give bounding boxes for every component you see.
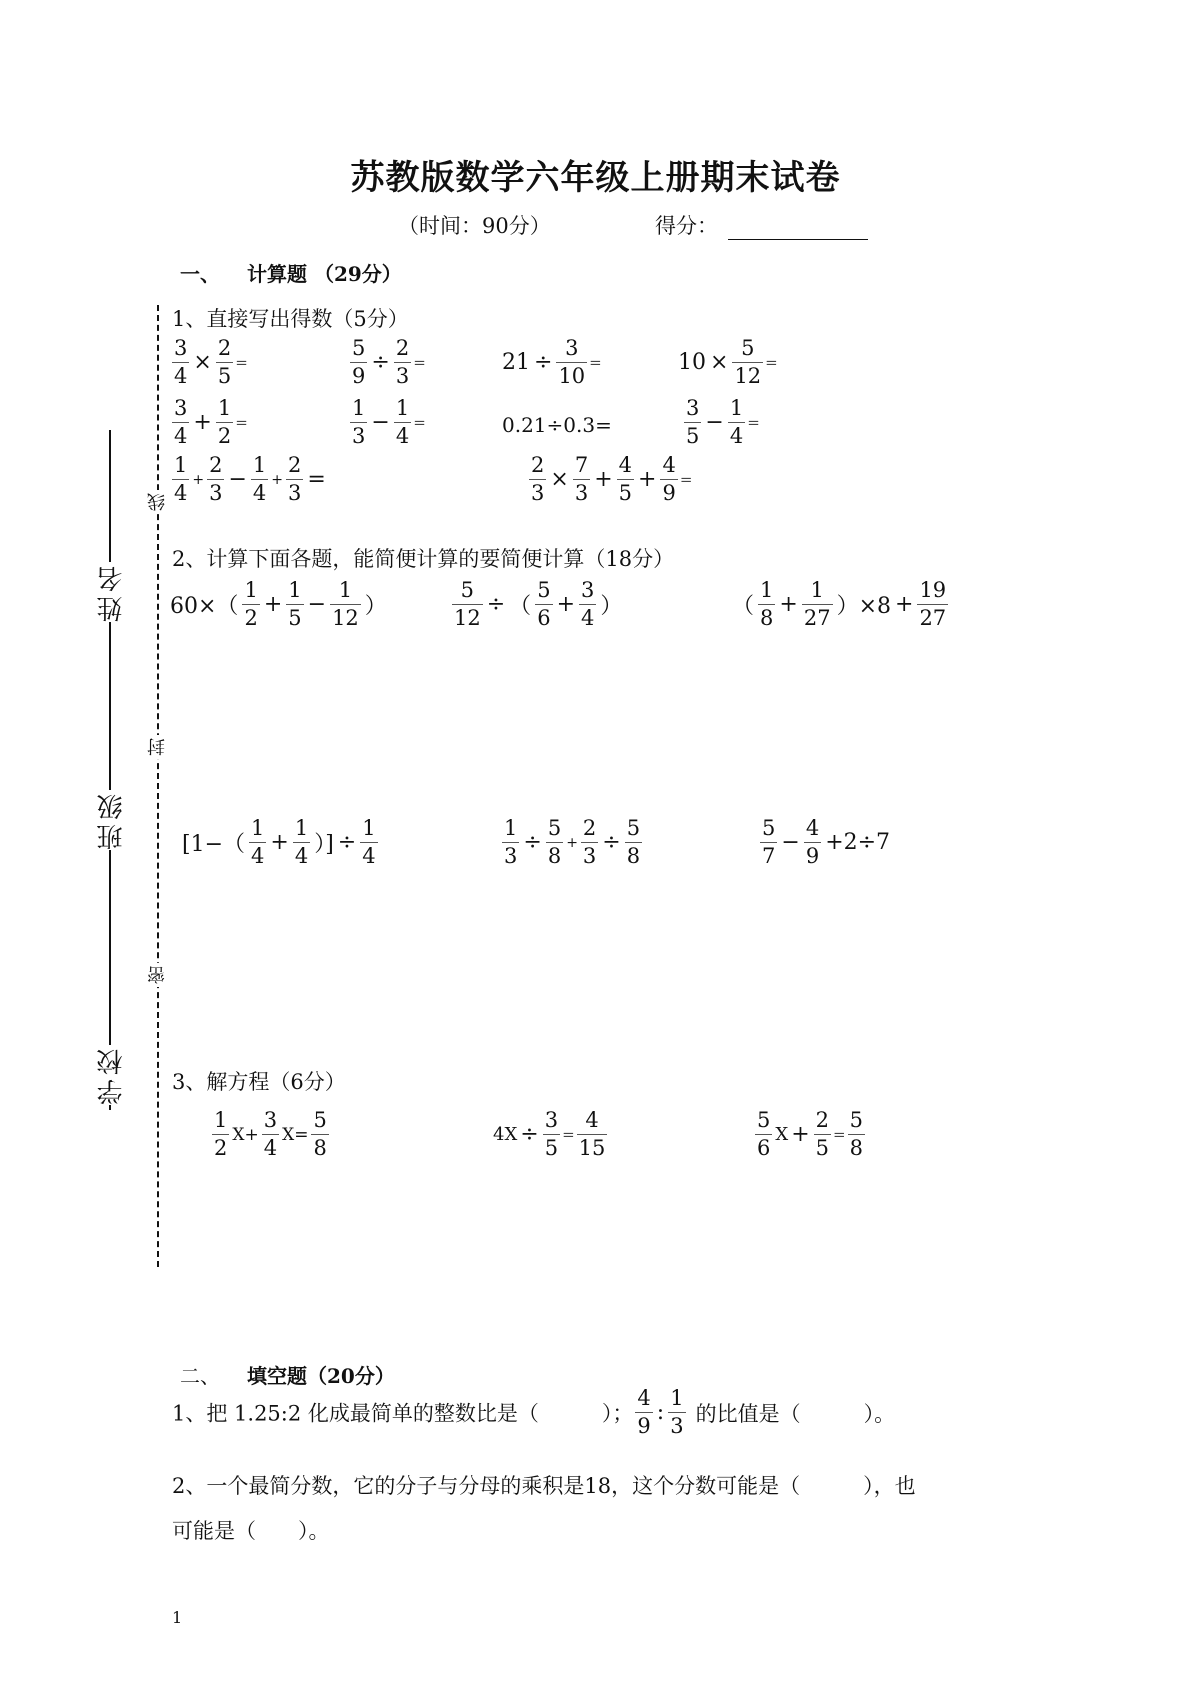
fill-q2-line1: 2、一个最简分数，它的分子与分母的乘积是18，这个分数可能是（ ），也 <box>172 1474 916 1498</box>
section1-heading: 计算题 （29分） <box>247 262 402 286</box>
q2-item-3: （ $\frac{1}{8}$ + $\frac{1}{27}$ ）×8 + $\frac{19}{27}$ <box>732 578 947 630</box>
q1-item-9: $\frac{1}{4}$ + $\frac{2}{3}$ − $\frac{1}{4}$ + $\frac{2}{3}$ = <box>174 453 326 505</box>
binding-mark-secret: 密 <box>145 963 171 987</box>
binding-mark-line: 线 <box>145 490 171 514</box>
q3-item-1: $\frac{1}{2}$ X+ $\frac{3}{4}$ X= $\frac{5}{8}$ <box>214 1108 327 1160</box>
q1-item-1: $\frac{3}{4}$ × $\frac{2}{5}$ = <box>174 336 248 388</box>
q3-item-2: 4X ÷ $\frac{3}{5}$ = $\frac{4}{15}$ <box>493 1108 606 1160</box>
section1-number: 一、 <box>180 262 220 286</box>
class-label: 班级 <box>93 790 130 850</box>
q2-item-6: $\frac{5}{7}$ − $\frac{4}{9}$ +2÷7 <box>762 816 891 868</box>
school-label: 学校 <box>93 1045 130 1105</box>
q1-item-5: $\frac{3}{4}$ + $\frac{1}{2}$ = <box>174 396 248 448</box>
binding-dashed-line <box>157 305 159 1267</box>
q2-item-1: 60×（ $\frac{1}{2}$ + $\frac{1}{5}$ − $\frac{1}{12}$ ） <box>170 578 387 630</box>
time-limit: （时间：90分） <box>398 214 551 238</box>
fill-q1: 1、把 1.25:2 化成最简单的整数比是（ ）； $\frac{4}{9}$ : $\frac{1}{3}$ 的比值是（ ）。 <box>172 1386 896 1438</box>
score-field <box>655 210 868 240</box>
q2-item-4: [1−（ $\frac{1}{4}$ + $\frac{1}{4}$ ）] ÷ $\frac{1}{4}$ <box>182 816 376 868</box>
q1-item-10: $\frac{2}{3}$ × $\frac{7}{3}$ + $\frac{4}{5}$ + $\frac{4}{9}$ = <box>531 453 693 505</box>
q1-label: 1、直接写出得数（5分） <box>172 307 409 331</box>
q3-label: 3、解方程（6分） <box>172 1070 346 1094</box>
student-info-line[interactable] <box>109 430 111 1110</box>
score-blank[interactable] <box>728 217 868 240</box>
q1-item-2: $\frac{5}{9}$ ÷ $\frac{2}{3}$ = <box>352 336 426 388</box>
q1-item-7: 0.21÷0.3= <box>502 413 612 437</box>
q3-item-3: $\frac{5}{6}$ X + $\frac{2}{5}$ = $\frac{5}{8}$ <box>757 1108 863 1160</box>
q1-item-4: 10 × $\frac{5}{12}$ = <box>678 336 778 388</box>
page-number: 1 <box>172 1608 183 1627</box>
fill-q2-line2: 可能是（ ）。 <box>172 1519 330 1543</box>
name-label: 姓名 <box>93 562 130 622</box>
q1-item-8: $\frac{3}{5}$ − $\frac{1}{4}$ = <box>686 396 760 448</box>
score-label: 得分： <box>655 214 718 238</box>
section2-heading: 填空题（20分） <box>247 1364 395 1388</box>
q1-item-6: $\frac{1}{3}$ − $\frac{1}{4}$ = <box>352 396 426 448</box>
q2-item-2: $\frac{5}{12}$ ÷ （ $\frac{5}{6}$ + $\frac{3}{4}$ ） <box>454 578 623 630</box>
q2-label: 2、计算下面各题，能简便计算的要简便计算（18分） <box>172 547 675 571</box>
q2-item-5: $\frac{1}{3}$ ÷ $\frac{5}{8}$ + $\frac{2}{3}$ ÷ $\frac{5}{8}$ <box>504 816 641 868</box>
section2-number: 二、 <box>180 1364 220 1388</box>
page-title: 苏教版数学六年级上册期末试卷 <box>350 158 841 198</box>
q1-item-3: 21 ÷ $\frac{3}{10}$ = <box>502 336 602 388</box>
binding-mark-seal: 封 <box>145 735 171 759</box>
